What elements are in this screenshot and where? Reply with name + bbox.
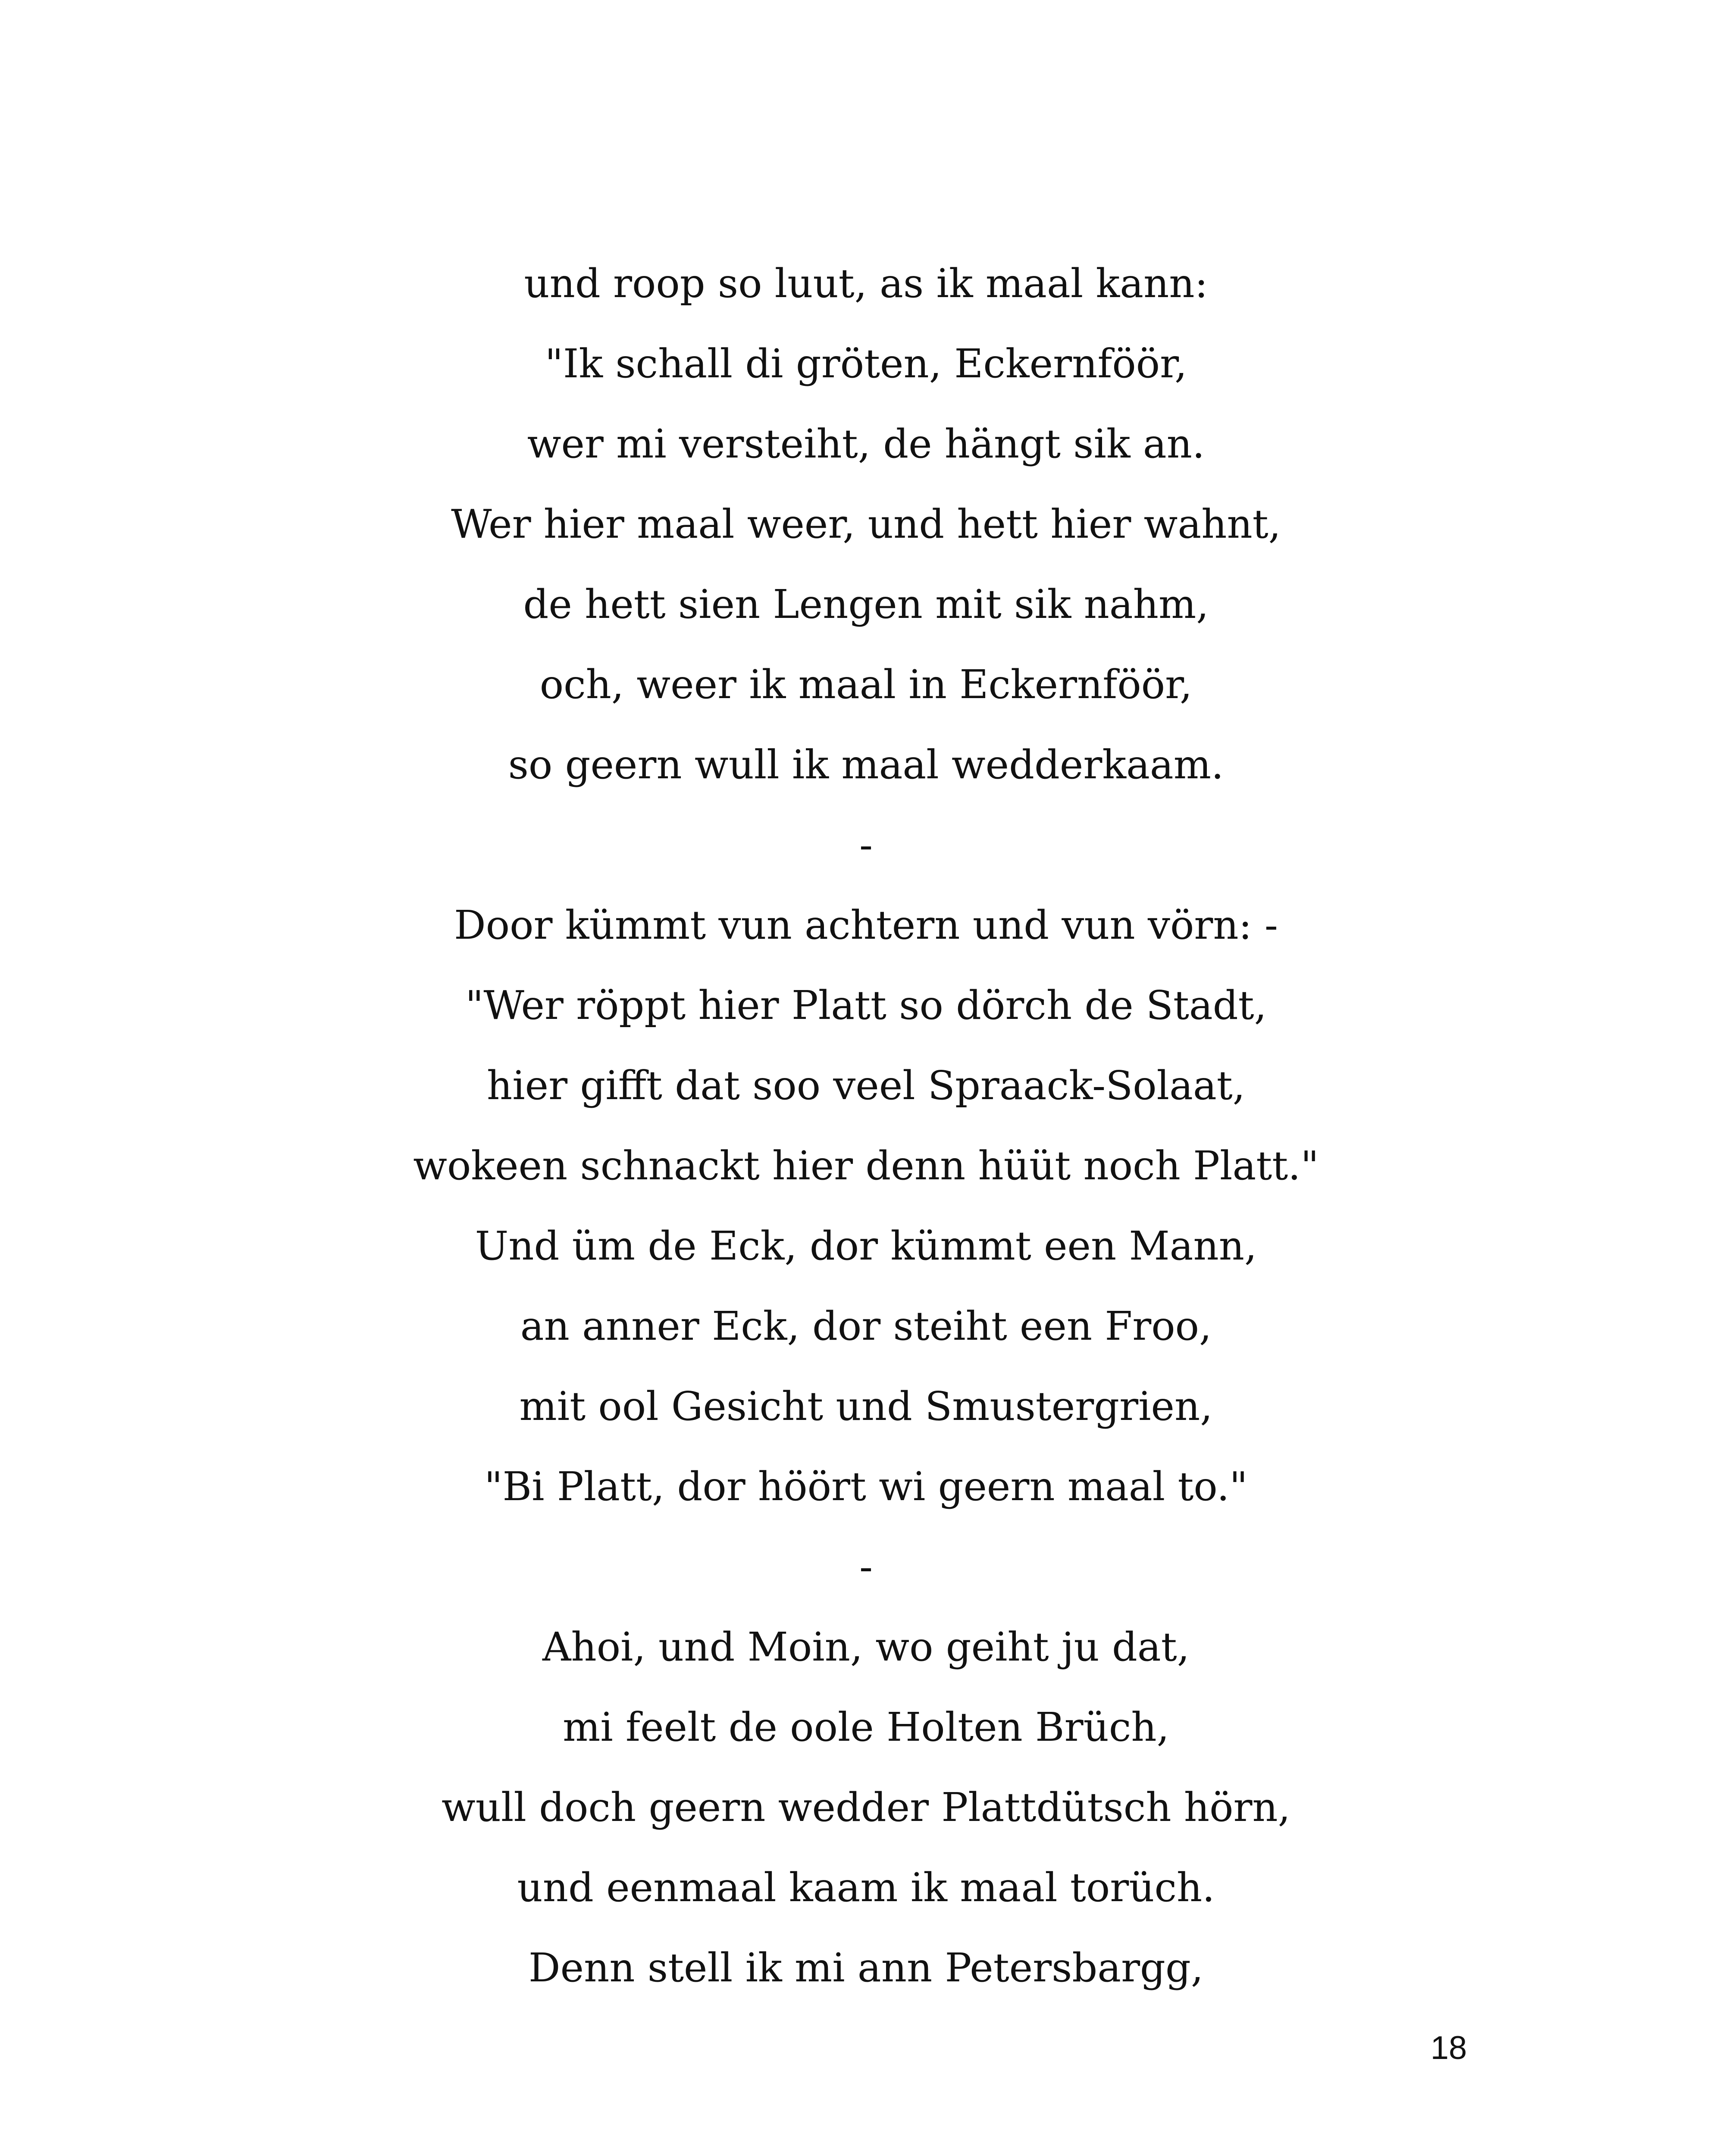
poem-line: "Ik schall di gröten, Eckernföör,: [545, 341, 1187, 387]
poem-line: und eenmaal kaam ik maal torüch.: [517, 1865, 1215, 1911]
poem-line: an anner Eck, dor steiht een Froo,: [520, 1303, 1212, 1349]
poem-line: wull doch geern wedder Plattdütsch hörn,: [442, 1784, 1290, 1830]
poem-line: wokeen schnackt hier denn hüüt noch Platt.": [413, 1143, 1319, 1189]
stanza-separator: -: [859, 1544, 873, 1590]
poem-line: mit ool Gesicht und Smustergrien,: [519, 1383, 1213, 1429]
poem-line: "Wer röppt hier Platt so dörch de Stadt,: [465, 982, 1267, 1028]
poem-line: hier gifft dat soo veel Spraack-Solaat,: [486, 1062, 1246, 1109]
poem-line: wer mi versteiht, de hängt sik an.: [527, 421, 1205, 467]
poem-line: und roop so luut, as ik maal kann:: [524, 260, 1208, 307]
poem-line: mi feelt de oole Holten Brüch,: [563, 1704, 1169, 1750]
poem-line: Wer hier maal weer, und hett hier wahnt,: [451, 501, 1281, 547]
poem-line: Denn stell ik mi ann Petersbargg,: [528, 1945, 1204, 1991]
page-number: 18: [1430, 2030, 1467, 2066]
poem-text: [0, 244, 1732, 2008]
poem-line: so geern wull ik maal wedderkaam.: [508, 742, 1224, 788]
poem-line: Door kümmt vun achtern und vun vörn: -: [454, 902, 1278, 948]
poem-line: Ahoi, und Moin, wo geiht ju dat,: [542, 1624, 1190, 1670]
poem-line: "Bi Platt, dor höört wi geern maal to.": [484, 1463, 1248, 1510]
poem-line: och, weer ik maal in Eckernföör,: [539, 661, 1193, 708]
poem-line: Und üm de Eck, dor kümmt een Mann,: [475, 1223, 1257, 1269]
stanza-separator: -: [859, 822, 873, 868]
poem-line: de hett sien Lengen mit sik nahm,: [523, 581, 1209, 627]
